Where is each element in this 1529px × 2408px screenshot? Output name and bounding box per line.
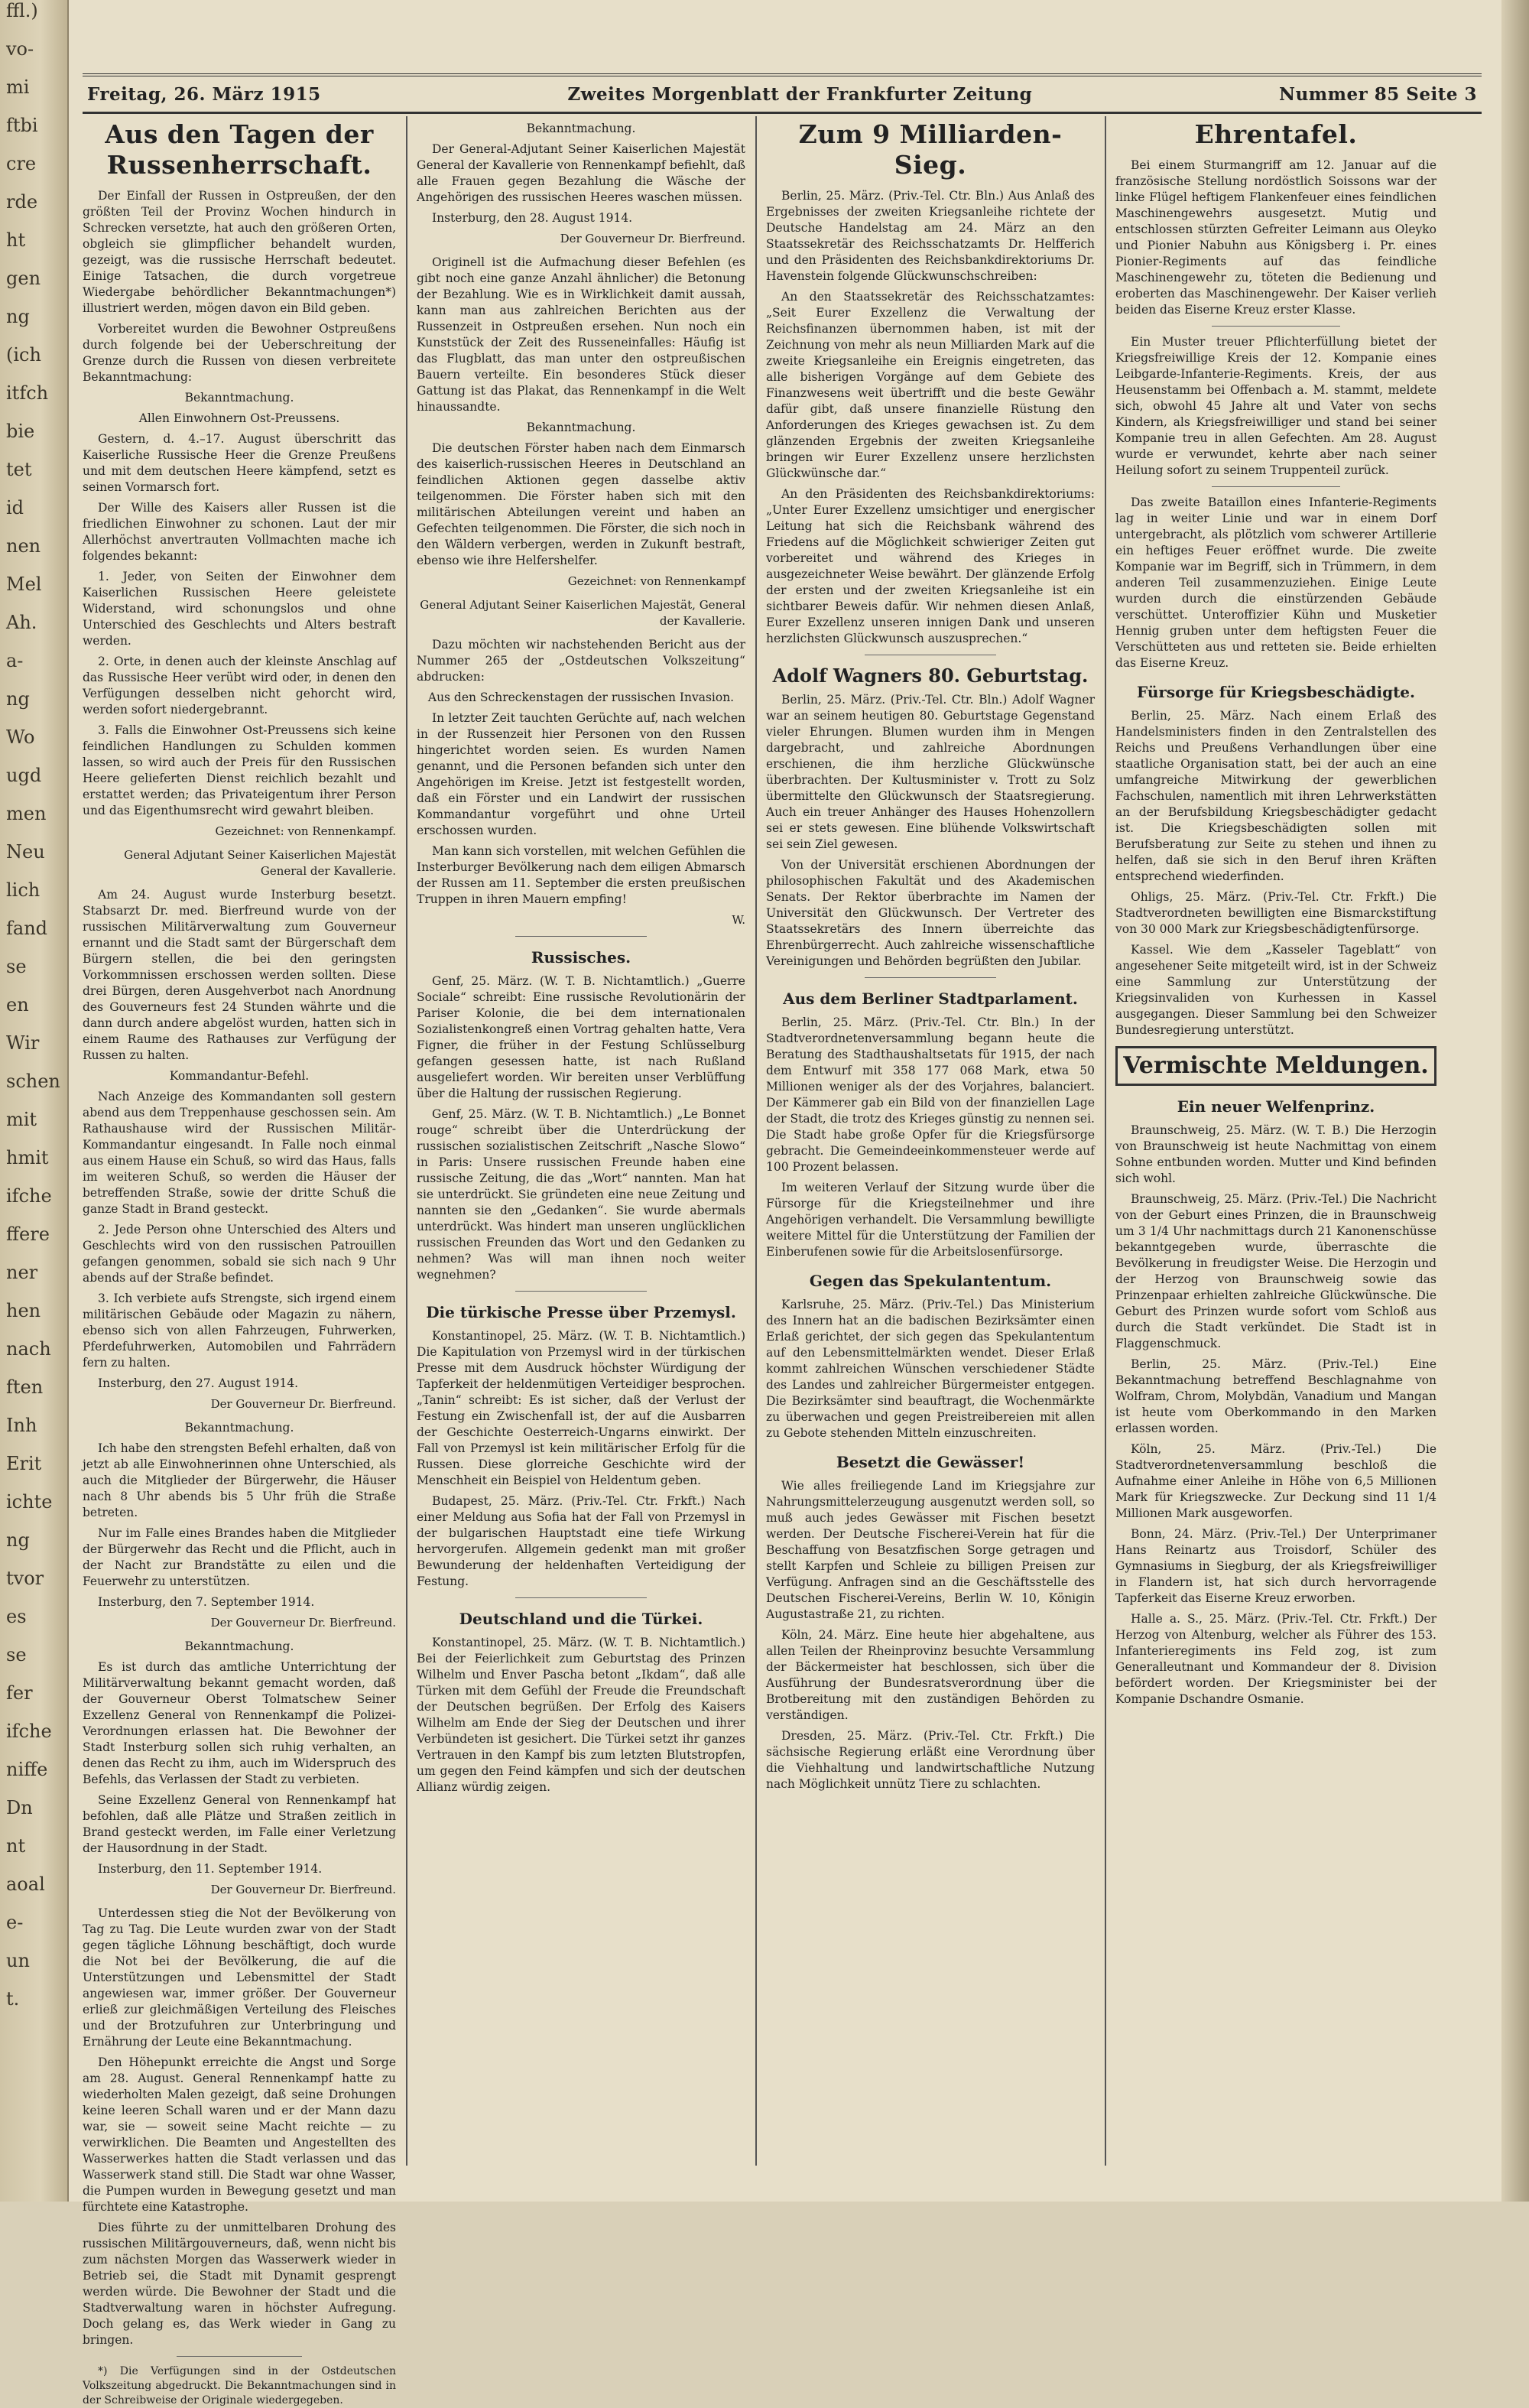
paragraph: Ich habe den strengsten Befehl erhalten, daß von jetzt ab alle Einwohnerinnen ohne Unterschied, als auch die Mitglieder der Bürgerwehr, die Häuser nach 8 Uhr abends bis 5 Uhr früh die Straße betreten.: [83, 1441, 396, 1519]
gutter-fragment: nach: [6, 1338, 51, 1360]
paragraph: Nach Anzeige des Kommandanten soll gestern abend aus dem Treppenhause geschossen sein. Am Rathaushause wird der Russischen Militär-Kommandantur eingesandt. In Falle noch einmal aus einem Hause ein Schuß, so wird das Haus, falls im weiteren Schuß, so werden die Häuser der betreffenden Straße, sowie der dritte Schuß die ganze Stadt in Brand gesteckt.: [83, 1090, 396, 1216]
gutter-fragment: ffl.): [6, 0, 38, 21]
gutter-fragment: nt: [6, 1835, 26, 1857]
paragraph: Vorbereitet wurden die Bewohner Ostpreußens durch folgende bei der Ueberschreitung der Grenze durch die Russen von diesen verbreitete Bekanntmachung:: [83, 322, 396, 384]
paragraph: Dies führte zu der unmittelbaren Drohung des russischen Militärgouverneurs, daß, wenn nicht bis zum nächsten Morgen das Wasserwerk wieder in Betrieb sei, die Stadt mit Dynamit gesprengt werden würde. Die Bewohner der Stadt und die Stadtverwaltung waren in höchster Aufregung. Doch gelang es, das Werk wieder in Gang zu bringen.: [83, 2221, 396, 2347]
subheading: Bekanntmachung.: [184, 1421, 294, 1435]
column-2: [417, 116, 745, 2166]
gutter-fragment: ffere: [6, 1223, 50, 1245]
paragraph: An den Präsidenten des Reichsbankdirektoriums: „Unter Eurer Exzellenz umsichtiger und energischer Leitung hat sich die Reichsbank während des Friedens auf die Möglichkeit schwieriger Zeiten gut vorbereitet und während des Krieges in ausgezeichneter Weise bewährt. Der glänzende Erfolg der ersten und der zweiten Kriegsanleihe ist ein sichtbarer Beweis dafür. Wir nehmen diesen Anlaß, Eurer Exzellenz unseren innigen Dank und unseren herzlichsten Glückwunsch auszusprechen.“: [766, 487, 1095, 645]
gutter-fragment: itfch: [6, 382, 49, 404]
gutter-fragment: se: [6, 956, 27, 977]
divider: [1212, 486, 1340, 487]
subheading: Bekanntmachung.: [184, 391, 294, 405]
gutter-fragment: ugd: [6, 765, 42, 786]
section-heading: Ein neuer Welfenprinz.: [1177, 1097, 1375, 1116]
signature: Der Gouverneur Dr. Bierfreund.: [210, 1397, 396, 1411]
paragraph: Genf, 25. März. (W. T. B. Nichtamtlich.) „Le Bonnet rouge“ schreibt über die Unterdrückung der russischen sozialistischen Zeitschrift „Nasche Slowo“ in Paris: Unsere russischen Freunde haben eine russische Zeitung, die das „Wort“ nannten. Man hat sie unterdrückt. Sie gründeten eine neue Zeitung und nannten sie den „Gedanken“. Sie wurde abermals unterdrückt. Was hindert man unseren unglücklichen russischen Freunden das Wort und den Gedanken zu nehmen? Was will man ihnen noch weiter wegnehmen?: [417, 1107, 745, 1282]
gutter-fragment: t.: [6, 1988, 20, 2010]
divider: [515, 1597, 647, 1598]
gutter-fragment: ftbi: [6, 115, 38, 136]
gutter-fragment: ht: [6, 229, 26, 251]
paragraph: Im weiteren Verlauf der Sitzung wurde über die Fürsorge für die Kriegsteilnehmer und ihre Angehörigen verhandelt. Die Versammlung bewilligte weitere Mittel für die Unterstützung der Familien der Einberufenen sowie für die Arbeitslosenfürsorge.: [766, 1181, 1095, 1259]
paragraph: In letzter Zeit tauchten Gerüchte auf, nach welchen in der Russenzeit hier Personen von den Russen hingerichtet worden seien. Es wurden Namen genannt, und die Personen befanden sich unter den Angehörigen im Kreise. Jetzt ist festgestellt worden, daß ein Förster und ein Landwirt der russischen Kommandantur vorgeführt und ohne Urteil erschossen wurden.: [417, 711, 745, 837]
paragraph: Budapest, 25. März. (Priv.-Tel. Ctr. Frkft.) Nach einer Meldung aus Sofia hat der Fall von Przemysl in der bulgarischen Hauptstadt eine tiefe Wirkung hervorgerufen. Allgemein gedenkt man mit großer Bewunderung der heldenhaften Verteidigung der Festung.: [417, 1494, 745, 1588]
gutter-fragment: lich: [6, 879, 41, 901]
gutter-fragment: e-: [6, 1912, 24, 1933]
paragraph: Dresden, 25. März. (Priv.-Tel. Ctr. Frkft.) Die sächsische Regierung erläßt eine Verordnung über die Viehhaltung und landwirtschaftliche Nutzung nach Möglichkeit unnütz Tiere zu schlachten.: [766, 1729, 1095, 1791]
paragraph: Nur im Falle eines Brandes haben die Mitglieder der Bürgerwehr das Recht und die Pflicht, auch in der Nacht zur Brandstätte zu eilen und die Feuerwehr zu unterstützen.: [83, 1526, 396, 1588]
gutter-fragment: fand: [6, 918, 48, 939]
paragraph: Bonn, 24. März. (Priv.-Tel.) Der Unterprimaner Hans Reinartz aus Troisdorf, Schüler des Gymnasiums in Siegburg, der als Kriegsfreiwilliger in Flandern ist, hat sich durch hervorragende Tapferkeit das Eiserne Kreuz erworben.: [1115, 1527, 1436, 1605]
column-rule: [1105, 116, 1106, 2166]
section-heading: Deutschland und die Türkei.: [459, 1610, 703, 1628]
paragraph: Braunschweig, 25. März. (W. T. B.) Die Herzogin von Braunschweig ist heute Nachmittag von einem Sohne entbunden worden. Mutter und Kind befinden sich wohl.: [1115, 1123, 1436, 1185]
gutter-fragment: tvor: [6, 1568, 44, 1589]
paragraph: Der General-Adjutant Seiner Kaiserlichen Majestät General der Kavallerie von Rennenkampf befiehlt, daß alle Frauen gegen Bezahlung die Wäsche der Angehörigen des russischen Heeres waschen müssen.: [417, 142, 745, 204]
signature: Der Gouverneur Dr. Bierfreund.: [210, 1883, 396, 1896]
section-box-heading: Vermischte Meldungen.: [1115, 1046, 1436, 1086]
subheading: Bekanntmachung.: [526, 122, 636, 135]
divider: [515, 936, 647, 937]
gutter-fragment: Erit: [6, 1453, 42, 1474]
gutter-fragment: un: [6, 1950, 30, 1971]
signature: W.: [732, 913, 745, 927]
column-rule: [755, 116, 757, 2166]
paragraph: Köln, 24. März. Eine heute hier abgehaltene, aus allen Teilen der Rheinprovinz besuchte Versammlung der Bäckermeister hat beschlossen, sich über die Ausführung der Bundesratsverordnung über die Brotbereitung mit den zuständigen Behörden zu verständigen.: [766, 1628, 1095, 1722]
dateline: Insterburg, den 28. August 1914.: [432, 211, 633, 225]
section-heading: Adolf Wagners 80. Geburtstag.: [772, 665, 1089, 687]
divider: [177, 2356, 302, 2357]
paragraph: Dazu möchten wir nachstehenden Bericht aus der Nummer 265 der „Ostdeutschen Volkszeitung“ abdrucken:: [417, 638, 745, 684]
paragraph: Konstantinopel, 25. März. (W. T. B. Nichtamtlich.) Die Kapitulation von Przemysl wird in der türkischen Presse mit dem Ausdruck höchster Würdigung der Tapferkeit der heldenmütigen Verteidiger besprochen. „Tanin“ schreibt: Es ist sicher, daß der Verlust der Festung ein Zwischenfall ist, der auf die Ausbarren der Geschichte Oesterreich-Ungarns einwirkt. Der Fall von Przemysl ist kein militärischer Erfolg für die Russen. Diese glorreiche Geschichte wird der Menschheit ein Beispiel von Heldentum geben.: [417, 1329, 745, 1487]
section-heading: Fürsorge für Kriegsbeschädigte.: [1136, 683, 1415, 701]
gutter-fragment: schen: [6, 1071, 60, 1092]
paragraph: Der Wille des Kaisers aller Russen ist die friedlichen Einwohner zu schonen. Laut der mir Allerhöchst anvertrauten Vollmachten mache ich folgendes bekannt:: [83, 501, 396, 563]
paragraph: Den Höhepunkt erreichte die Angst und Sorge am 28. August. General Rennenkampf hatte zu wiederholten Malen gezeigt, daß seine Drohungen keine leeren Schall waren und er der Mann dazu war, sie — soweit seine Macht reichte — zu verwirklichen. Die Beamten und Angestellten des Wasserwerkes hatten die Stadt verlassen und das Wasserwerk stand still. Die Stadt war ohne Wasser, die Pumpen wurden in Bewegung gesetzt und man fürchtete eine Katastrophe.: [83, 2055, 396, 2214]
section-heading: Die türkische Presse über Przemysl.: [426, 1303, 736, 1321]
masthead-edition: Zweites Morgenblatt der Frankfurter Zeitung: [567, 83, 1033, 105]
signature: General Adjutant Seiner Kaiserlichen Majestät, General der Kavallerie.: [420, 598, 745, 628]
gutter-fragment: aoal: [6, 1873, 45, 1895]
paragraph: Karlsruhe, 25. März. (Priv.-Tel.) Das Ministerium des Innern hat an die badischen Bezirksämter einen Erlaß gerichtet, der sich gegen das Spekulantentum auf den Lebensmittelmärkten wendet. Dieser Erlaß kommt zahlreichen Wünschen verschiedener Städte des Landes und zahlreicher Bürgermeister entgegen. Die Bezirksämter sind beauftragt, die Wochenmärkte zu überwachen und gegen Preistreibereien mit allen zu Gebote stehenden Mitteln einzuschreiten.: [766, 1298, 1095, 1440]
signature: Der Gouverneur Dr. Bierfreund.: [560, 232, 745, 245]
paragraph: 3. Ich verbiete aufs Strengste, sich irgend einem militärischen Gebäude oder Magazin zu nähern, ebenso sich von allen Fahrzeugen, Fuhrwerken, Pferdefuhrwerken, Automobilen und Fahrrädern fern zu halten.: [83, 1292, 396, 1370]
paragraph: Der Einfall der Russen in Ostpreußen, der den größten Teil der Provinz Wochen hindurch in Schrecken versetzte, hat auch den größeren Orten, obgleich sie glimpflicher behandelt wurden, gezeigt, was die russische Herrschaft bedeutet. Einige Tatsachen, die durch vorgetreue Wiedergabe behördlicher Bekanntmachungen*) illustriert werden, mögen davon ein Bild geben.: [83, 189, 396, 315]
dateline: Insterburg, den 11. September 1914.: [98, 1862, 323, 1876]
footnote: *) Die Verfügungen sind in der Ostdeutschen Volkszeitung abgedruckt. Die Bekanntmachungen sind in der Schreibweise der Originale wiedergegeben.: [83, 2365, 396, 2406]
gutter-fragment: se: [6, 1644, 27, 1665]
gutter-fragment: ften: [6, 1376, 44, 1398]
paragraph: Seine Exzellenz General von Rennenkampf hat befohlen, daß alle Plätze und Straßen zeitlich in Brand gesteckt werden, im Falle einer Verletzung der Hausordnung in der Stadt.: [83, 1793, 396, 1855]
paragraph: Berlin, 25. März. (Priv.-Tel. Ctr. Bln.) In der Stadtverordnetenversammlung begann heute die Beratung des Stadthaushaltsetats für 1915, der nach dem Entwurf mit 358 177 068 Mark, etwa 50 Millionen weniger als der des Vorjahres, balanciert. Der Kämmerer gab ein Bild von der finanziellen Lage der Stadt, die trotz des Krieges günstig zu nennen sei. Die Stadt habe große Opfer für die Kriegsfürsorge gebracht. Die Gemeindeeinkommensteuer werde auf 100 Prozent belassen.: [766, 1016, 1095, 1174]
divider: [865, 977, 996, 978]
page-edge: [1501, 0, 1529, 2202]
column-rule: [406, 116, 407, 2166]
paragraph: An den Staatssekretär des Reichsschatzamtes: „Seit Eurer Exzellenz die Verwaltung der Reichsfinanzen übernommen haben, ist mit der Zeichnung von mehr als neun Milliarden Mark auf die zweite Kriegsanleihe ein Ereignis eingetreten, das alle bisherigen Vorgänge auf dem Gebiete des Finanzwesens weit übertrifft und die beste Gewähr dafür gibt, daß unsere finanzielle Rüstung den Anforderungen des Krieges gewachsen ist. Zu dem glänzenden Ergebnis der zweiten Kriegsanleihe bringen wir Eurer Exzellenz unsere herzlichsten Glückwünsche dar.“: [766, 290, 1095, 480]
gutter-fragment: fer: [6, 1682, 33, 1704]
gutter-fragment: Ah.: [6, 612, 37, 633]
gutter-fragment: mi: [6, 76, 30, 98]
column-1: [83, 116, 396, 2406]
paragraph: Konstantinopel, 25. März. (W. T. B. Nichtamtlich.) Bei der Feierlichkeit zum Geburtstag des Prinzen Wilhelm und Enver Pascha betont „Ikdam“, daß alle Türken mit dem Gefühl der Freude die Freundschaft der Deutschen begrüßen. Der Erfolg des Kaisers Wilhelm am Ende der Sieg der Deutschen und ihrer Verbündeten ist gesichert. Die Türkei setzt ihr ganzes Vertrauen in den Kampf bis zum letzten Blutstropfen, um gegen den Feind kämpfen und sich der deutschen Allianz würdig zeigen.: [417, 1636, 745, 1794]
gutter-fragment: a-: [6, 650, 24, 671]
gutter-fragment: vo-: [6, 38, 34, 60]
gutter-fragment: Dn: [6, 1797, 33, 1818]
paragraph: Halle a. S., 25. März. (Priv.-Tel. Ctr. Frkft.) Der Herzog von Altenburg, welcher als Führer des 153. Infanterieregiments ins Feld zog, ist zum Generalleutnant und Kommandeur der 8. Division befördert worden. Der Kriegsminister bei der Kompanie Dschandre Osmanie.: [1115, 1612, 1436, 1706]
gutter-fragment: ner: [6, 1262, 38, 1283]
subheading: Kommandantur-Befehl.: [169, 1069, 310, 1083]
gutter-fragment: ng: [6, 1529, 30, 1551]
column-3: [766, 116, 1095, 2166]
article-title: Aus den Tagen der Russenherrschaft.: [105, 119, 374, 180]
gutter-fragment: bie: [6, 421, 35, 442]
gutter-fragment: Neu: [6, 841, 45, 863]
adjacent-page-margin: [0, 0, 69, 2202]
section-heading: Aus dem Berliner Stadtparlament.: [783, 990, 1078, 1008]
gutter-fragment: ng: [6, 688, 30, 710]
section-heading: Besetzt die Gewässer!: [836, 1453, 1025, 1471]
signature: Gezeichnet: von Rennenkampf.: [215, 824, 396, 838]
dateline: Insterburg, den 27. August 1914.: [98, 1376, 299, 1390]
paragraph: 2. Jede Person ohne Unterschied des Alters und Geschlechts wird von den russischen Patrouillen gefangen genommen, sobald sie sich nach 9 Uhr abends auf der Straße befindet.: [83, 1223, 396, 1285]
gutter-fragment: Mel: [6, 574, 42, 595]
paragraph: 1. Jeder, von Seiten der Einwohner dem Kaiserlichen Russischen Heere geleistete Widerstand, wird schonungslos und ohne Unterschied des Geschlechts und Alters bestraft werden.: [83, 570, 396, 648]
signature: General Adjutant Seiner Kaiserlichen Majestät General der Kavallerie.: [124, 848, 396, 878]
gutter-fragment: niffe: [6, 1759, 48, 1780]
paragraph: Das zweite Bataillon eines Infanterie-Regiments lag in weiter Linie und war in einem Dorf untergebracht, als plötzlich vom schwerer Artillerie ein heftiges Feuer eröffnet wurde. Die zweite Kompanie war im Begriff, sich in Trümmern, in dem anderen Teil zusammenzuziehen. Einige Leute wurden durch die einstürzenden Gebäude verschüttet. Unteroffizier Kühn und Musketier Hennig gruben unter dem heftigsten Feuer die Verschütteten aus und retteten sie. Beide erhielten das Eiserne Kreuz.: [1115, 496, 1436, 670]
dateline: Insterburg, den 7. September 1914.: [98, 1595, 315, 1609]
masthead-date: Freitag, 26. März 1915: [87, 83, 321, 105]
paragraph: Originell ist die Aufmachung dieser Befehlen (es gibt noch eine ganze Anzahl ähnlicher) die Betonung der Bezahlung. Wie es in Wirklichkeit damit aussah, kann man aus zahlreichen Berichten aus der Russenzeit in Ostpreußen ersehen. Nun noch ein Kunststück der Zeit des Russeneinfalles: Häufig ist das Flugblatt, das man unter den ostpreußischen Bauern verteilte. Ein besonderes Stück dieser Gattung ist das Plakat, das Rennenkampf in die Welt hinaussandte.: [417, 255, 745, 414]
gutter-fragment: ifche: [6, 1721, 52, 1742]
divider: [515, 1291, 647, 1292]
gutter-fragment: tet: [6, 459, 32, 480]
paragraph: Man kann sich vorstellen, mit welchen Gefühlen die Insterburger Bevölkerung nach dem eiligen Abmarsch der Russen am 11. September die ersten preußischen Truppen in ihren Mauern empfing!: [417, 844, 745, 906]
column-4: [1115, 116, 1436, 2166]
paragraph: Ein Muster treuer Pflichterfüllung bietet der Kriegsfreiwillige Kreis der 12. Kompanie eines Leibgarde-Infanterie-Regiments. Kreis, der aus Heusenstamm bei Offenbach a. M. stammt, meldete sich, obwohl 45 Jahre alt und Vater von sechs Kindern, als Kriegsfreiwilliger und stand bei seiner Kompanie treu in allen Gefechten. Am 28. August wurde er verwundet, kehrte aber nach seiner Heilung sofort zu seinem Truppenteil zurück.: [1115, 335, 1436, 477]
gutter-fragment: Wo: [6, 726, 35, 748]
gutter-fragment: ifche: [6, 1185, 52, 1207]
paragraph: 2. Orte, in denen auch der kleinste Anschlag auf das Russische Heer verübt wird oder, in denen den Verfügungen desselben nicht gehorcht wird, werden sofort niedergebrannt.: [83, 655, 396, 717]
paragraph: Ohligs, 25. März. (Priv.-Tel. Ctr. Frkft.) Die Stadtverordneten bewilligten eine Bismarckstiftung von 30 000 Mark zur Kriegsbeschädigtenfürsorge.: [1115, 890, 1436, 936]
paragraph: Braunschweig, 25. März. (Priv.-Tel.) Die Nachricht von der Geburt eines Prinzen, die in Braunschweig um 3 1/4 Uhr nachmittags durch 21 Kanonenschüsse bekanntgegeben wurde, überraschte die Bevölkerung in freudigster Weise. Die Herzogin und der Herzog von Braunschweig sowie das Prinzenpaar erhielten zahlreiche Glückwünsche. Die Geburt des Prinzen wurde sofort vom Schloß aus durch die Stadt verkündet. Die Stadt ist in Flaggenschmuck.: [1115, 1192, 1436, 1350]
section-heading: Russisches.: [531, 948, 631, 967]
gutter-fragment: nen: [6, 535, 41, 557]
paragraph: Allen Einwohnern Ost-Preussens.: [138, 411, 340, 425]
gutter-fragment: ng: [6, 306, 30, 327]
paragraph: Bei einem Sturmangriff am 12. Januar auf die französische Stellung nordöstlich Soissons war der linke Flügel heftigem Flankenfeuer eines feindlichen Maschinengewehrs ausgesetzt. Mutig und entschlossen stürzten Gefreiter Leimann aus Oleyko und Pionier Nabuhn aus Königsberg i. Pr. eines Pionier-Regiments auf das feindliche Maschinengewehr zu, töteten die Bedienung und eroberten das Maschinengewehr. Der Kaiser verlieh beiden das Eiserne Kreuz erster Klasse.: [1115, 158, 1436, 317]
article-title: Ehrentafel.: [1194, 119, 1358, 149]
paragraph: Die deutschen Förster haben nach dem Einmarsch des kaiserlich-russischen Heeres in Deutschland an feindlichen Aktionen gegen dasselbe aktiv teilgenommen. Die Förster haben sich mit den militärischen Abteilungen vereint und haben an Gefechten teilgenommen. Die Förster, die sich noch in den Wäldern verbergen, werden in Zukunft bestraft, ebenso wie ihre Helfershelfer.: [417, 441, 745, 567]
paragraph: Unterdessen stieg die Not der Bevölkerung von Tag zu Tag. Die Leute wurden zwar von der Stadt gegen tägliche Löhnung beschäftigt, doch wurde die Not bei der Bevölkerung, die auf die Unterstützungen und Lebensmittel der Stadt angewiesen war, immer größer. Der Gouverneur erließ zur gleichmäßigen Verteilung des Fleisches und der Brotzufuhren zur Unterbringung und Ernährung der Leute eine Bekanntmachung.: [83, 1906, 396, 2049]
section-heading: Gegen das Spekulantentum.: [809, 1272, 1052, 1290]
signature: Der Gouverneur Dr. Bierfreund.: [210, 1616, 396, 1630]
paragraph: Wie alles freiliegende Land im Kriegsjahre zur Nahrungsmittelerzeugung ausgenutzt werden soll, so muß auch jedes Gewässer mit Fischen besetzt werden. Der Deutsche Fischerei-Verein hat für die Beschaffung von Besatzfischen Sorge getragen und stellt Karpfen und Schleie zu billigen Preisen zur Verfügung. Anfragen sind an die Geschäftsstelle des Deutschen Fischerei-Vereins, Berlin W. 10, Königin Augustastraße 21, zu richten.: [766, 1479, 1095, 1621]
gutter-fragment: cre: [6, 153, 37, 174]
subheading: Bekanntmachung.: [184, 1639, 294, 1653]
paragraph: Es ist durch das amtliche Unterrichtung der Militärverwaltung bekannt gemacht worden, daß der Gouverneur Oberst Tolmatschew Seiner Exzellenz General von Rennenkampf die Polizei-Verordnungen erlassen hat. Die Bewohner der Stadt Insterburg sollen sich ruhig verhalten, an denen das Recht zu ihm, auch im Widerspruch des Befehls, das Verlassen der Stadt zu verbieten.: [83, 1660, 396, 1786]
paragraph: Berlin, 25. März. (Priv.-Tel. Ctr. Bln.) Adolf Wagner war an seinem heutigen 80. Geburtstage Gegenstand vieler Ehrungen. Blumen wurden ihm in Mengen dargebracht, und zahlreiche Abordnungen erschienen, die ihm herzliche Glückwünsche überbrachten. Der Kultusminister v. Trott zu Solz übermittelte den Glückwunsch der Staatsregierung. Auch ein treuer Anhänger des Hauses Hohenzollern sei er stets gewesen. Eine blühende Volkswirtschaft sei sein Ziel gewesen.: [766, 693, 1095, 851]
paragraph: Köln, 25. März. (Priv.-Tel.) Die Stadtverordnetenversammlung beschloß die Aufnahme einer Anleihe in Höhe von 6,5 Millionen Mark für Kriegszwecke. Zur Deckung sind 11 1/4 Millionen Mark ausgeworfen.: [1115, 1442, 1436, 1520]
gutter-fragment: Inh: [6, 1415, 37, 1436]
paragraph: Von der Universität erschienen Abordnungen der philosophischen Fakultät und des Akademischen Senats. Der Rektor überbrachte im Namen der Universität den Glückwunsch. Der Vertreter des Staatssekretärs des Innern überreichte das Ehrenbürgerrecht. Auch zahlreiche wissenschaftliche Vereinigungen und Behörden begrüßten den Jubilar.: [766, 858, 1095, 968]
gutter-fragment: hen: [6, 1300, 41, 1321]
paragraph: 3. Falls die Einwohner Ost-Preussens sich keine feindlichen Handlungen zu Schulden kommen lassen, so wird auch der Preis für den Russischen Heere gelieferten Dienst reichlich bezahlt und erstattet werden; das Privateigentum ihrer Person und das Eigenthumsrecht wird gewahrt bleiben.: [83, 723, 396, 817]
gutter-fragment: (ich: [6, 344, 41, 366]
subheading: Bekanntmachung.: [526, 421, 636, 434]
paragraph: Am 24. August wurde Insterburg besetzt. Stabsarzt Dr. med. Bierfreund wurde von der russischen Militärverwaltung zum Gouverneur ernannt und die Stadt samt der Bürgerschaft dem Bürgern stellen, die bei den geringsten Vorkommnissen erschossen werden sollten. Diese drei Bürgen, deren Ausgehverbot nach Anordnung des Gouverneurs fest 24 Stunden währte und die dann durch andere abgelöst wurden, hatten sich in einem Raume des Rathauses zur Verfügung der Russen zu halten.: [83, 888, 396, 1062]
gutter-fragment: id: [6, 497, 24, 518]
gutter-fragment: mit: [6, 1109, 37, 1130]
gutter-fragment: Wir: [6, 1032, 40, 1054]
gutter-fragment: gen: [6, 268, 41, 289]
masthead-issue: Nummer 85 Seite 3: [1279, 83, 1477, 105]
paragraph: Genf, 25. März. (W. T. B. Nichtamtlich.) „Guerre Sociale“ schreibt: Eine russische Revolutionärin der Pariser Kolonie, die bei dem internationalen Sozialistenkongreß einen Vortrag gehalten hatte, Vera Figner, die früher in der Festung Schlüsselburg gefangen gesessen hatte, ist nach Rußland ausgeliefert worden. Wir bereiten unser Verblüffung über die Haltung der russischen Regierung.: [417, 974, 745, 1100]
paragraph: Kassel. Wie dem „Kasseler Tageblatt“ von angesehener Seite mitgeteilt wird, ist in der Schweiz eine Sammlung zur Unterstützung der Kriegsinvaliden von Kurhessen in Kassel ausgegangen. Dieser Sammlung bei den Schweizer Bundesregierung unterstützt.: [1115, 943, 1436, 1037]
signature: Gezeichnet: von Rennenkampf: [567, 574, 745, 588]
divider: [1212, 326, 1340, 327]
gutter-fragment: men: [6, 803, 47, 824]
paragraph: Berlin, 25. März. Nach einem Erlaß des Handelsministers finden in den Zentralstellen des Reichs und Preußens Verhandlungen über eine staatliche Organisation statt, bei der auch an eine umfangreiche Mitwirkung der gewerblichen Fachschulen, namentlich mit ihren Lehrwerkstätten an der Berufsbildung Kriegsbeschädigter gedacht ist. Die Kriegsbeschädigten sollen mit Berufsberatung zur Seite zu stehen und ihnen zu helfen, daß sie sich in den Beruf ihren Kräften entsprechend wiederfinden.: [1115, 709, 1436, 883]
gutter-fragment: en: [6, 994, 29, 1016]
paragraph: Berlin, 25. März. (Priv.-Tel. Ctr. Bln.) Aus Anlaß des Ergebnisses der zweiten Kriegsanleihe richtete der Deutsche Handelstag am 24. März an den Staatssekretär des Reichsschatzamts Dr. Helfferich und den Präsidenten des Reichsbankdirektoriums Dr. Havenstein folgende Glückwunschschreiben:: [766, 189, 1095, 283]
gutter-fragment: hmit: [6, 1147, 49, 1168]
masthead: [83, 73, 1482, 114]
article-title: Zum 9 Milliarden-Sieg.: [798, 119, 1063, 180]
gutter-fragment: rde: [6, 191, 38, 213]
subheading: Aus den Schreckenstagen der russischen Invasion.: [427, 691, 735, 704]
paragraph: Berlin, 25. März. (Priv.-Tel.) Eine Bekanntmachung betreffend Beschlagnahme von Wolfram, Chrom, Molybdän, Vanadium und Mangan ist heute vom Oberkommando in den Marken erlassen worden.: [1115, 1357, 1436, 1435]
gutter-fragment: ichte: [6, 1491, 53, 1513]
paragraph: Gestern, d. 4.–17. August überschritt das Kaiserliche Russische Heer die Grenze Preußens und mit dem deutschen Heere kämpfend, setzt es seinen Vormarsch fort.: [83, 432, 396, 494]
gutter-fragment: es: [6, 1606, 27, 1627]
